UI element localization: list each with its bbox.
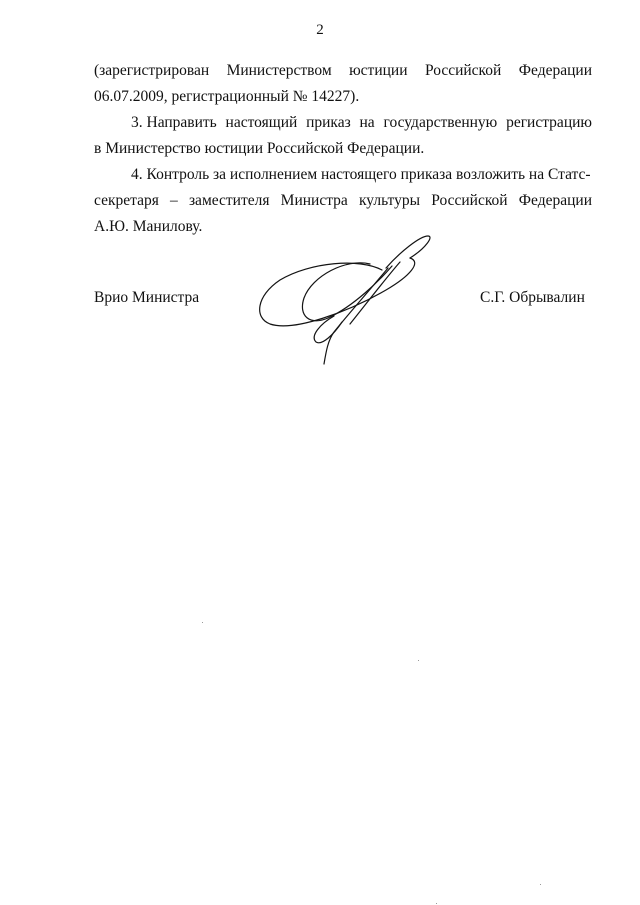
word: на	[359, 114, 375, 131]
handwritten-signature	[250, 228, 450, 368]
word: Федерации	[518, 192, 592, 209]
paragraph-line	[94, 188, 592, 214]
word: Федерации	[518, 62, 592, 79]
scan-speck	[540, 884, 541, 885]
word: заместителя	[188, 192, 270, 209]
word: государственную	[383, 114, 498, 131]
word: –	[170, 192, 178, 209]
paragraph-line	[94, 110, 592, 136]
paragraph-line	[94, 58, 592, 84]
word: приказ	[306, 114, 351, 131]
word: регистрацию	[506, 114, 592, 131]
word: Российской	[424, 62, 502, 79]
paragraph-registration	[94, 58, 592, 110]
word: юстиции	[349, 62, 408, 79]
word: секретаря	[94, 192, 159, 209]
signer-position: Врио Министра	[94, 289, 200, 306]
paragraph-line: 06.07.2009, регистрационный № 14227).	[94, 88, 360, 105]
page-number: 2	[316, 22, 324, 38]
word: (зарегистрирован	[94, 62, 210, 79]
paragraph-line: в Министерство юстиции Российской Федерации.	[94, 140, 425, 157]
scan-speck	[436, 903, 437, 904]
word: Министерством	[226, 62, 332, 79]
scan-speck	[202, 622, 203, 623]
word: культуры	[358, 192, 421, 209]
signer-name: С.Г. Обрывалин	[480, 289, 585, 306]
word: Министра	[280, 192, 348, 209]
word: 3. Направить	[131, 114, 217, 131]
paragraph-item-3	[94, 110, 592, 162]
paragraph-line: А.Ю. Манилову.	[94, 218, 203, 235]
word: Российской	[431, 192, 508, 209]
word: настоящий	[225, 114, 298, 131]
paragraph-line: 4. Контроль за исполнением настоящего приказа возложить на Статс-	[131, 166, 591, 183]
scan-speck	[418, 660, 419, 661]
